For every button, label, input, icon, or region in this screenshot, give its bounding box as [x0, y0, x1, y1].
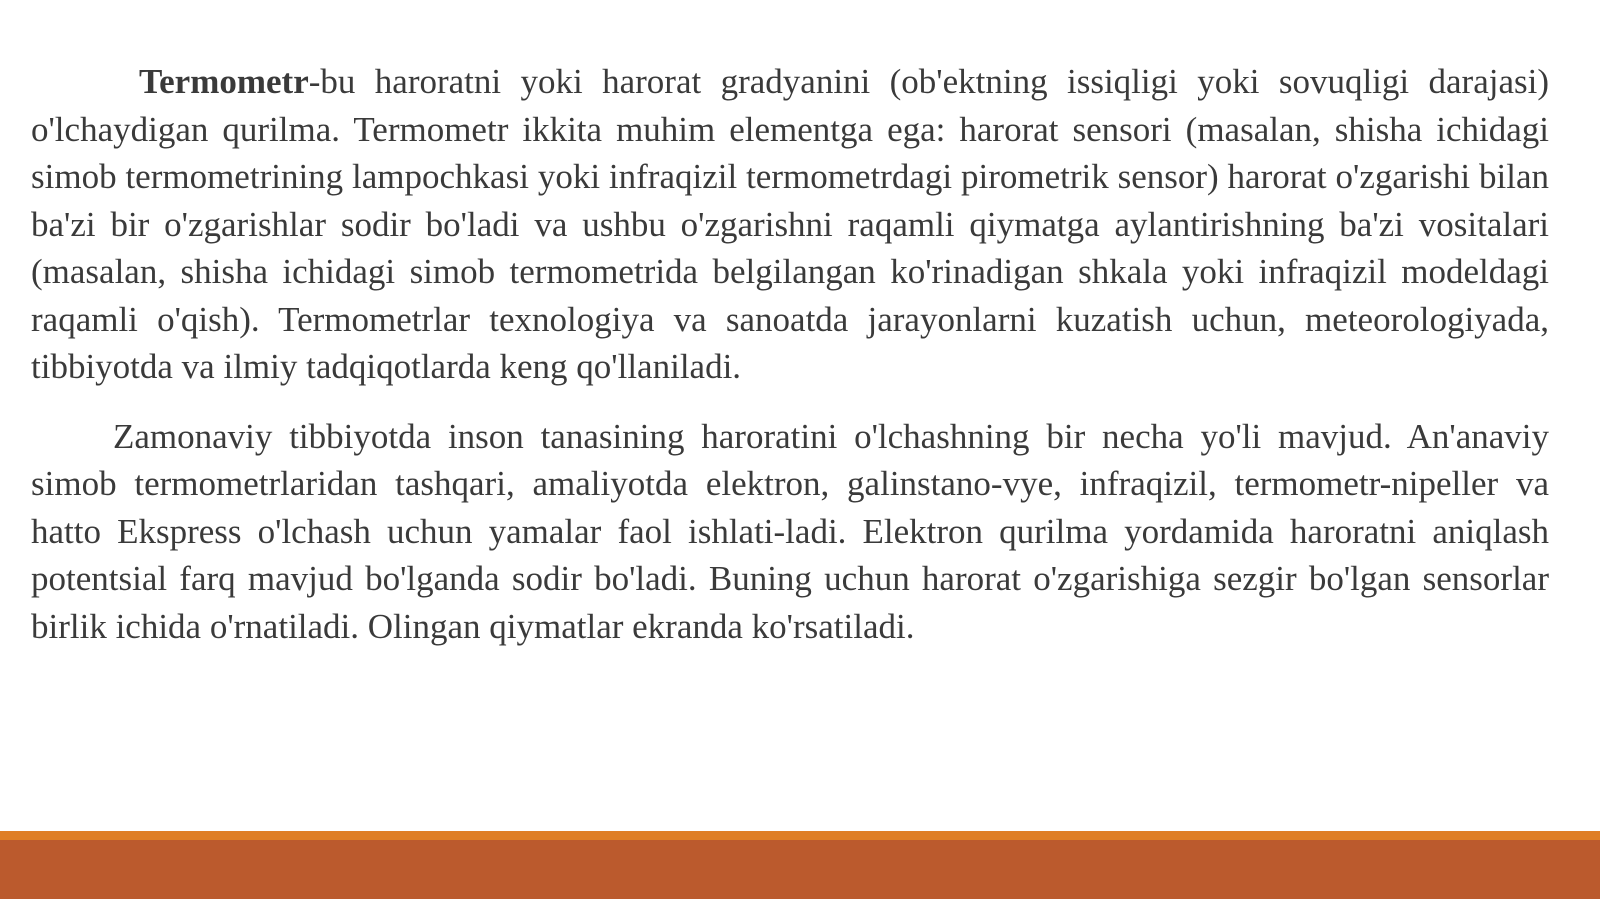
- paragraph-2-text: Zamonaviy tibbiyotda inson tanasining haroratini o'lchashning bir necha yo'li mavjud. An'anaviy simob termometrlaridan tashqari, amaliyotda elektron, galinstano-vye, infraqizil, termometr-nipeller va hatto Ekspress o'lchash uchun yamalar faol ishlati-ladi. Elektron qurilma yordamida haroratni aniqlash potentsial farq mavjud bo'lganda sodir bo'ladi. Buning uchun harorat o'zgarishiga sezgir bo'lgan sensorlar birlik ichida o'rnatiladi. Olingan qiymatlar ekranda ko'rsatiladi.: [31, 416, 1549, 646]
- paragraph-2: [31, 413, 1549, 651]
- paragraph-1-text: -bu haroratni yoki harorat gradyanini (ob'ektning issiqligi yoki sovuqligi darajasi) o'lchaydigan qurilma. Termometr ikkita muhim elementga ega: harorat sensori (masalan, shisha ichidagi simob termometrining lampochkasi yoki infraqizil termometrdagi pirometrik sensor) harorat o'zgarishi bilan ba'zi bir o'zgarishlar sodir bo'ladi va ushbu o'zgarishni raqamli qiymatga aylantirishning ba'zi vositalari (masalan, shisha ichidagi simob termometrida belgilangan ko'rinadigan shkala yoki infraqizil modeldagi raqamli o'qish). Termometrlar texnologiya va sanoatda jarayonlarni kuzatish uchun, meteorologiyada, tibbiyotda va ilmiy tadqiqotlarda keng qo'llaniladi.: [31, 62, 1549, 386]
- footer-band: [0, 831, 1600, 899]
- footer-accent-stripe: [0, 831, 1600, 840]
- paragraph-1: [31, 58, 1549, 391]
- term-bold: Termometr: [139, 62, 309, 101]
- slide-body: [31, 58, 1549, 650]
